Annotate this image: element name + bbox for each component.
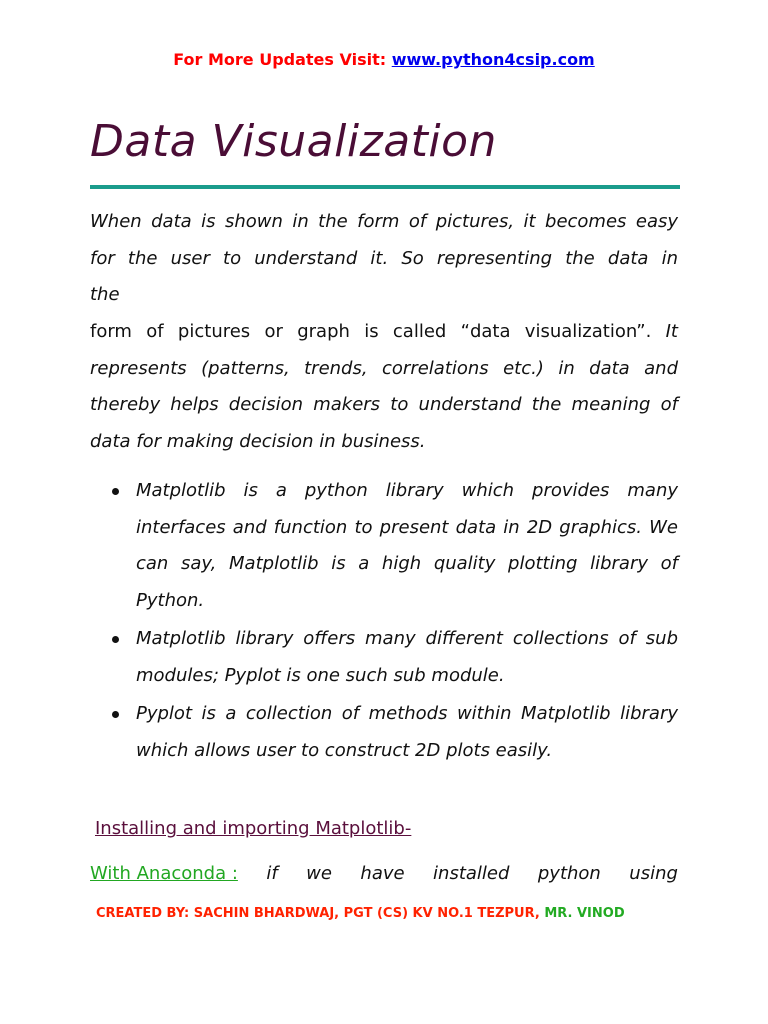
page-title: Data Visualization xyxy=(90,116,497,167)
bullet-list xyxy=(90,473,678,771)
anaconda-line xyxy=(90,856,678,892)
website-link[interactable]: www.python4csip.com xyxy=(391,50,595,69)
section-heading: Installing and importing Matplotlib- xyxy=(95,818,412,839)
anaconda-word: if xyxy=(266,863,278,884)
footer-credits xyxy=(96,904,656,940)
footer-coauthor: MR. VINOD xyxy=(544,906,625,921)
intro-line-1: When data is shown in the form of pictures, it becomes easy xyxy=(90,211,678,232)
anaconda-word: have xyxy=(360,863,405,884)
bullet-text: Pyplot is a collection of methods within Matplotlib library which allows user to construct 2D plots easily. xyxy=(136,703,678,761)
intro-line-2: for the user to understand it. So representing the data in xyxy=(90,247,678,269)
footer-author: SACHIN BHARDWAJ, PGT (CS) KV NO.1 TEZPUR, xyxy=(193,906,540,921)
title-divider xyxy=(90,185,680,189)
banner-prefix: For More Updates Visit: xyxy=(173,50,387,69)
definition-rest: It represents (patterns, trends, correlations etc.) in data and thereby helps decision makers to understand the meaning of data for making decision in business. xyxy=(90,321,678,452)
list-item xyxy=(90,473,678,619)
list-item xyxy=(90,621,678,694)
top-banner xyxy=(0,50,768,69)
anaconda-word: python xyxy=(537,863,601,884)
bullet-text: Matplotlib library offers many different collections of sub modules; Pyplot is one such sub module. xyxy=(136,628,678,686)
bullet-icon xyxy=(112,636,119,643)
anaconda-word: using xyxy=(629,863,678,884)
list-item xyxy=(90,696,678,769)
anaconda-word: we xyxy=(306,863,332,884)
intro-line-3: the xyxy=(90,284,120,305)
bullet-icon xyxy=(112,488,119,495)
intro-paragraph xyxy=(90,204,678,314)
definition-paragraph xyxy=(90,314,678,460)
bullet-text: Matplotlib is a python library which provides many interfaces and function to present data in 2D graphics. We can say, Matplotlib is a high quality plotting library of Python. xyxy=(136,480,678,611)
footer-created-by: CREATED BY: xyxy=(96,906,190,921)
anaconda-label: With Anaconda : xyxy=(90,863,238,884)
anaconda-word: installed xyxy=(433,863,510,884)
bullet-icon xyxy=(112,711,119,718)
definition-start: form of pictures or graph is called “data visualization”. xyxy=(90,321,652,342)
